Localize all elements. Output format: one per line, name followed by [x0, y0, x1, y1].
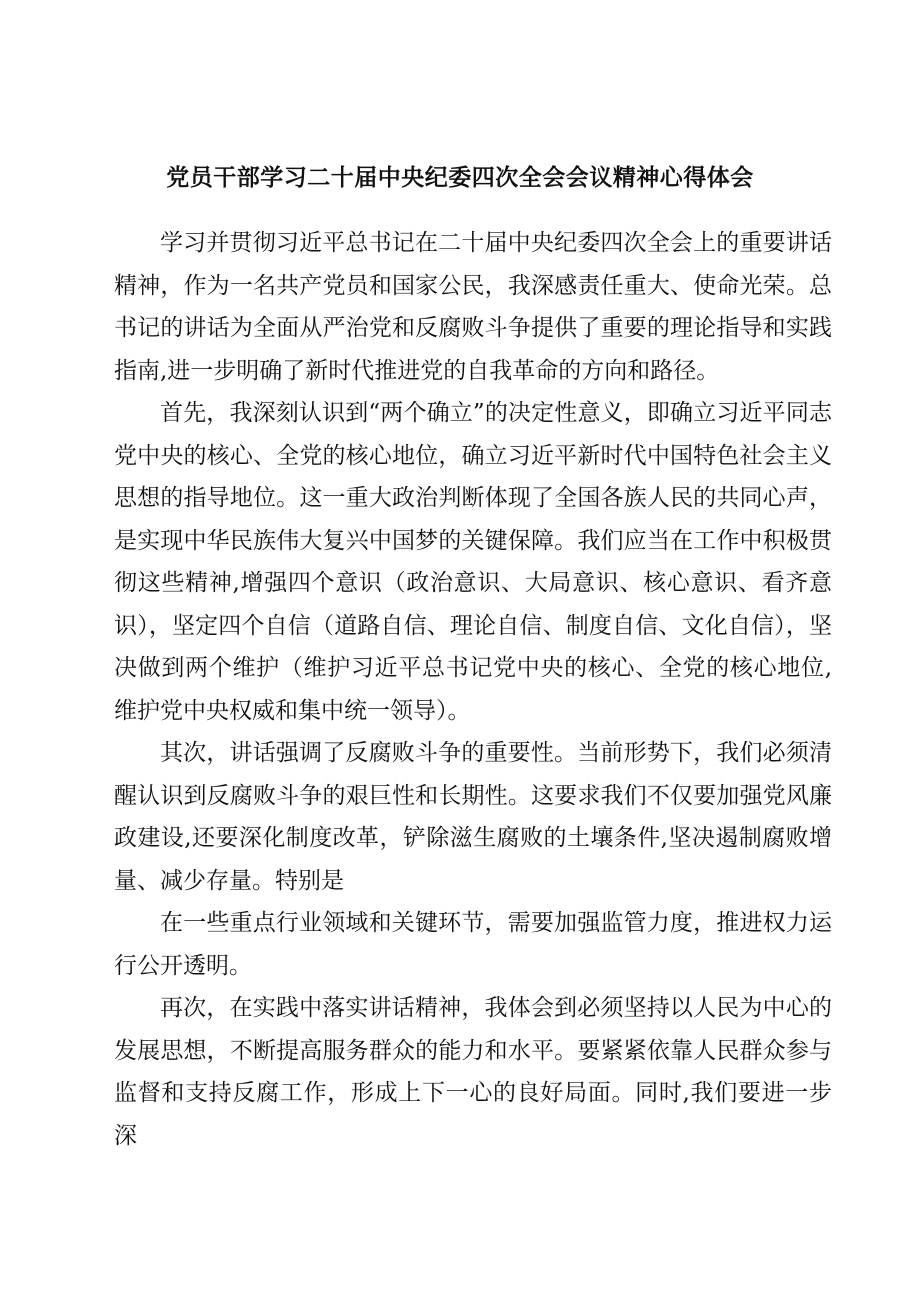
document-body	[114, 222, 832, 1157]
paragraph-third: 再次，在实践中落实讲话精神，我体会到必须坚持以人民为中心的发展思想，不断提高服务群众的能力和水平。要紧紧依靠人民群众参与监督和支持反腐工作，形成上下一心的良好局面。同时,我们要进一步深	[114, 995, 832, 1149]
document-title: 党员干部学习二十届中央纪委四次全会会议精神心得体会	[166, 165, 754, 191]
paragraph-second-continued: 在一些重点行业领域和关键环节，需要加强监管力度，推进权力运行公开透明。	[114, 910, 832, 979]
paragraph-second: 其次，讲话强调了反腐败斗争的重要性。当前形势下，我们必须清醒认识到反腐败斗争的艰巨性和长期性。这要求我们不仅要加强党风廉政建设,还要深化制度改革，铲除滋生腐败的土壤条件,坚决遏制腐败增量、减少存量。特别是	[114, 740, 832, 894]
paragraph-intro: 学习并贯彻习近平总书记在二十届中央纪委四次全会上的重要讲话精神，作为一名共产党员和国家公民，我深感责任重大、使命光荣。总书记的讲话为全面从严治党和反腐败斗争提供了重要的理论指导和实践指南,进一步明确了新时代推进党的自我革命的方向和路径。	[114, 230, 832, 384]
paragraph-first: 首先，我深刻认识到“两个确立”的决定性意义，即确立习近平同志党中央的核心、全党的核心地位，确立习近平新时代中国特色社会主义思想的指导地位。这一重大政治判断体现了全国各族人民的共同心声，是实现中华民族伟大复兴中国梦的关键保障。我们应当在工作中积极贯彻这些精神,增强四个意识（政治意识、大局意识、核心意识、看齐意识），坚定四个自信（道路自信、理论自信、制度自信、文化自信），坚决做到两个维护（维护习近平总书记党中央的核心、全党的核心地位,维护党中央权威和集中统一领导）。	[114, 400, 832, 724]
